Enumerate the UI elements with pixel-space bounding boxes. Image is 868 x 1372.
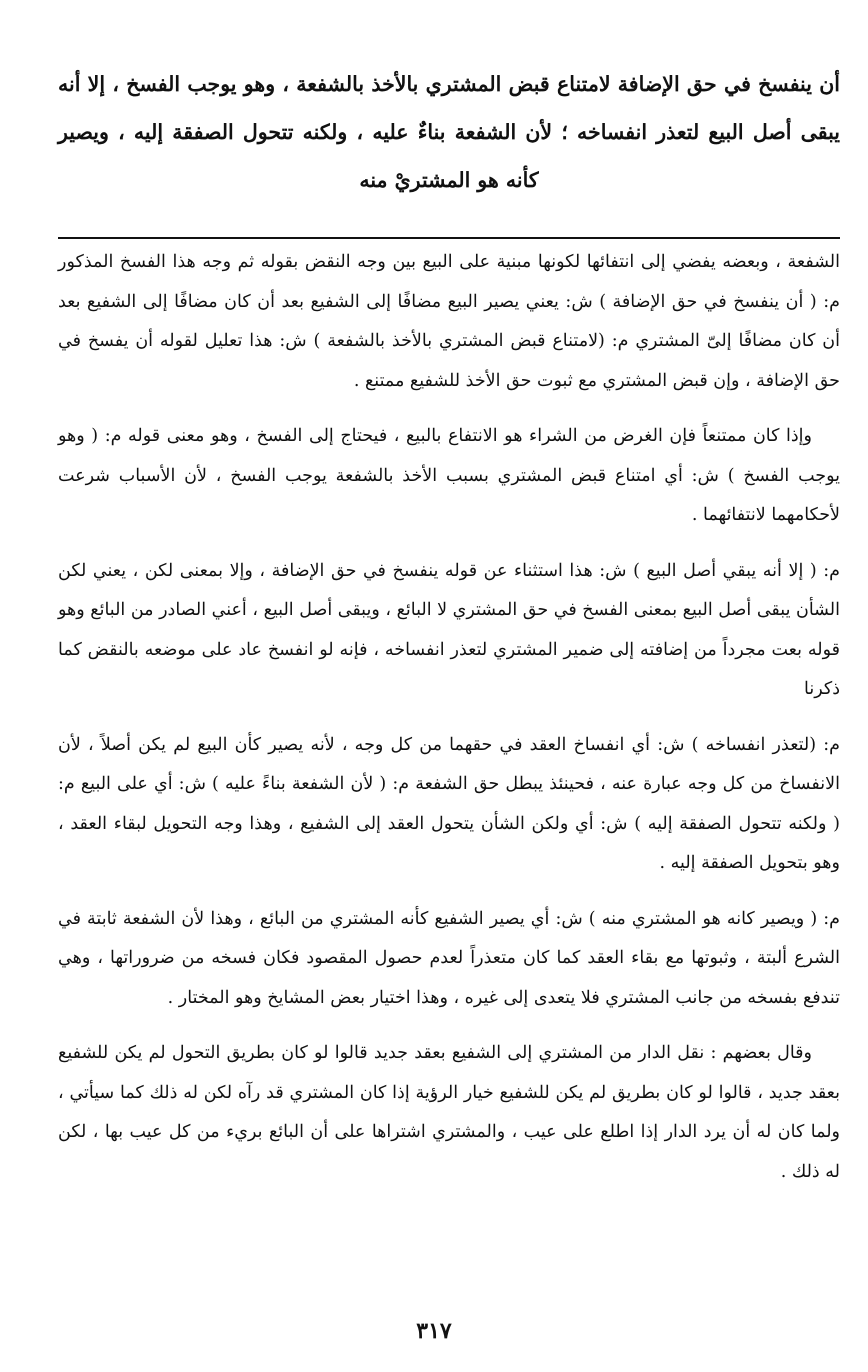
main-text: أن ينفسخ في حق الإضافة لامتناع قبض المشتري بالأخذ بالشفعة ، وهو يوجب الفسخ ، إلا أنه يبقى أصل البيع لتعذر انفساخه ؛ لأن الشفعة بناءٌ عليه ، ولكنه تتحول الصفقة إليه ، ويصير كأنه هو المشتريْ منه <box>58 72 840 192</box>
commentary <box>58 243 840 1192</box>
commentary-paragraph-6: وقال بعضهم : نقل الدار من المشتري إلى الشفيع بعقد جديد قالوا لو كان بطريق التحول لم يكن للشفيع بعقد جديد ، قالوا لو كان بطريق لم يكن للشفيع خيار الرؤية إذا كان المشتري قد رآه لكن له ذلك كما سيأتي ، ولما كان له أن يرد الدار إذا اطلع على عيب ، والمشتري اشتراها على أن البائع بريء من كل عيب بها ، لكن له ذلك . <box>58 1043 840 1182</box>
divider <box>58 237 840 239</box>
commentary-paragraph-3: م: ( إلا أنه يبقي أصل البيع ) ش: هذا استثناء عن قوله ينفسخ في حق الإضافة ، وإلا بمعنى لكن ، يعني لكن الشأن يبقى أصل البيع بمعنى الفسخ في حق المشتري لا البائع ، ويبقى أصل البيع ، أعني الصادر من البائع وهو قوله بعت مجرداً من إضافته إلى ضمير المشتري لتعذر انفساخه ، فإنه لو انفسخ عاد على موضعه بالنقض كما ذكرنا <box>58 560 840 699</box>
page <box>58 60 840 1192</box>
commentary-paragraph-1: الشفعة ، وبعضه يفضي إلى انتفائها لكونها مبنية على البيع بين وجه النقض بقوله ثم وجه هذا الفسخ المذكور م: ( أن ينفسخ في حق الإضافة ) ش: يعني يصير البيع مضافًا إلى الشفيع بعد أن كان مضافًا إلى الشفيع بعد أن كان مضافًا إلىّ المشتري م: (لامتناع قبض المشتري بالأخذ بالشفعة ) ش: هذا تعليل لقوله أن يفسخ في حق الإضافة ، وإن قبض المشتري مع ثبوت حق الأخذ للشفيع ممتنع . <box>58 252 840 391</box>
commentary-paragraph-5: م: ( ويصير كانه هو المشتري منه ) ش: أي يصير الشفيع كأنه المشتري من البائع ، وهذا لأن الشفعة ثابتة في الشرع ألبتة ، وثبوتها مع بقاء العقد كما كان متعذراً لعدم حصول المقصود فكان فسخه من ضروراتها ، وهي تندفع بفسخه من جانب المشتري فلا يتعدى إلى غيره ، وهذا اختيار بعض المشايخ وهو المختار . <box>58 908 840 1008</box>
commentary-paragraph-2: وإذا كان ممتنعاً فإن الغرض من الشراء هو الانتفاع بالبيع ، فيحتاج إلى الفسخ ، وهو معنى قوله م: ( وهو يوجب الفسخ ) ش: أي امتناع قبض المشتري بسبب الأخذ بالشفعة يوجب الفسخ ، لأن الأسباب شرعت لأحكامهما لانتفائهما . <box>58 426 840 525</box>
commentary-paragraph-4: م: (لتعذر انفساخه ) ش: أي انفساخ العقد في حقهما من كل وجه ، لأنه يصير كأن البيع لم يكن أصلاً ، لأن الانفساخ من كل وجه عبارة عنه ، فحينئذ يبطل حق الشفعة م: ( لأن الشفعة بناءً عليه ) ش: أي على البيع م: ( ولكنه تتحول الصفقة إليه ) ش: أي ولكن الشأن يتحول العقد إلى الشفيع ، وهذا وجه التحويل لبقاء العقد ، وهو بتحويل الصفقة إليه . <box>58 734 840 873</box>
page-number: ٣١٧ <box>416 1318 452 1344</box>
